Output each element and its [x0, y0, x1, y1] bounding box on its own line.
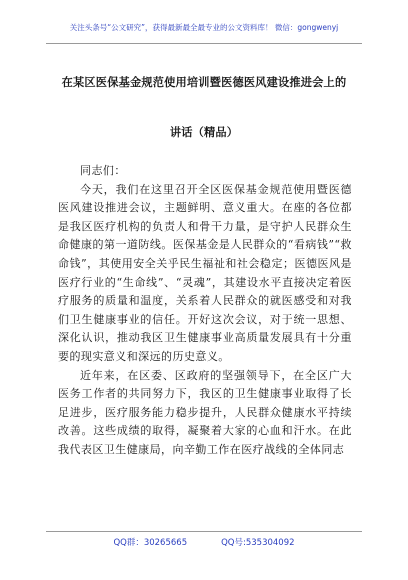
document-body — [58, 162, 352, 460]
paragraph-2: 近年来，在区委、区政府的坚强领导下，在全区广大医务工作者的共同努力下，我区的卫生健康事业取得了长足进步，医疗服务能力稳步提升，人民群众健康水平持续改善。这些成绩的取得，凝聚着大家的心血和汗水。在此我代表区卫生健康局，向辛勤工作在医疗战线的全体同志 — [58, 368, 352, 456]
footer-qq-number: QQ号:535304092 — [221, 538, 295, 548]
header-banner: 关注头条号“公文研究”，获得最新最全最专业的公文资料库！ 微信：gongwenyj — [69, 23, 339, 32]
paragraph-1: 今天，我们在这里召开全区医保基金规范使用暨医德医风建设推进会议，主题鲜明、意义重大。在座的各位都是我区医疗机构的负责人和骨干力量，是守护人民群众生命健康的第一道防线。医保基金是人民群众的“看病钱”“救命钱”，其使用安全关乎民生福祉和社会稳定；医德医风是医疗行业的“生命线”、“灵魂”，其建设水平直接决定着医疗服务的质量和温度，关系着人民群众的就医感受和对我们卫生健康事业的信任。开好这次会议，对于统一思想、深化认识，推动我区卫生健康事业高质量发展具有十分重要的现实意义和深远的历史意义。 — [58, 182, 352, 363]
greeting: 同志们： — [80, 164, 126, 177]
document-title-line-1: 在某区医保基金规范使用培训暨医德医风建设推进会上的 — [61, 75, 347, 89]
footer-qq-group: QQ群：30265665 — [113, 538, 188, 548]
footer-contact — [0, 536, 408, 548]
document-title-line-2: 讲话（精品） — [169, 125, 239, 139]
header-divider — [46, 43, 362, 44]
footer-divider — [46, 531, 362, 532]
